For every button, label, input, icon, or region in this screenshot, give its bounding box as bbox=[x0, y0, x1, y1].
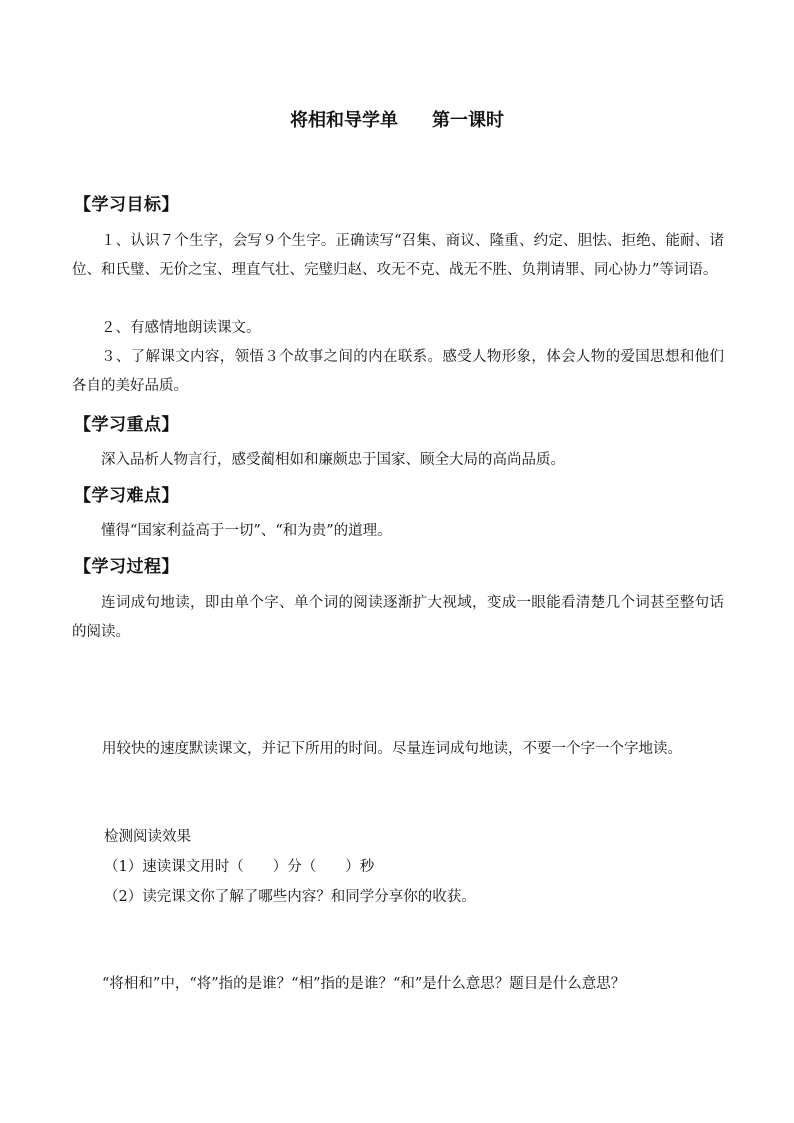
title-sub: 第一课时 bbox=[432, 110, 504, 131]
title-meaning-question: “将相和”中，“将”指的是谁？“相”指的是谁？“和”是什么意思？题目是什么意思？ bbox=[102, 976, 626, 992]
process-heading: 【学习过程】 bbox=[74, 557, 179, 577]
check-item-1: （1）速读课文用时（ ）分（ ）秒 bbox=[104, 859, 375, 875]
goals-heading: 【学习目标】 bbox=[74, 195, 179, 215]
page-title bbox=[0, 106, 794, 132]
check-item-2: （2）读完课文你了解了哪些内容？和同学分享你的收获。 bbox=[104, 889, 476, 905]
difficulties-text: 懂得“国家利益高于一切”、“和为贵”的道理。 bbox=[101, 523, 392, 539]
goals-item-3: ３、了解课文内容，领悟３个故事之间的内在联系。感受人物形象，体会人物的爱国思想和他们各自的美好品质。 bbox=[72, 349, 724, 394]
process-step-2: 用较快的速度默读课文，并记下所用的时间。尽量连词成句地读，不要一个字一个字地读。 bbox=[102, 741, 682, 757]
key-points-heading: 【学习重点】 bbox=[74, 415, 179, 435]
title-main: 将相和导学单 bbox=[290, 110, 398, 131]
process-step-1: 连词成句地读，即由单个字、单个词的阅读逐渐扩大视域，变成一眼能看清楚几个词甚至整句话的阅读。 bbox=[72, 595, 724, 640]
check-title: 检测阅读效果 bbox=[104, 829, 191, 845]
goals-item-2: ２、有感情地朗读课文。 bbox=[101, 320, 261, 336]
goals-item-1: １、认识７个生字，会写９个生字。正确读写“召集、商议、隆重、约定、胆怯、拒绝、能耐、诸位、和氏璧、无价之宝、理直气壮、完璧归赵、攻无不克、战无不胜、负荆请罪、同心协力”等词语。 bbox=[72, 233, 724, 278]
difficulties-heading: 【学习难点】 bbox=[74, 486, 179, 506]
key-points-text: 深入品析人物言行，感受蔺相如和廉颇忠于国家、顾全大局的高尚品质。 bbox=[101, 452, 565, 468]
